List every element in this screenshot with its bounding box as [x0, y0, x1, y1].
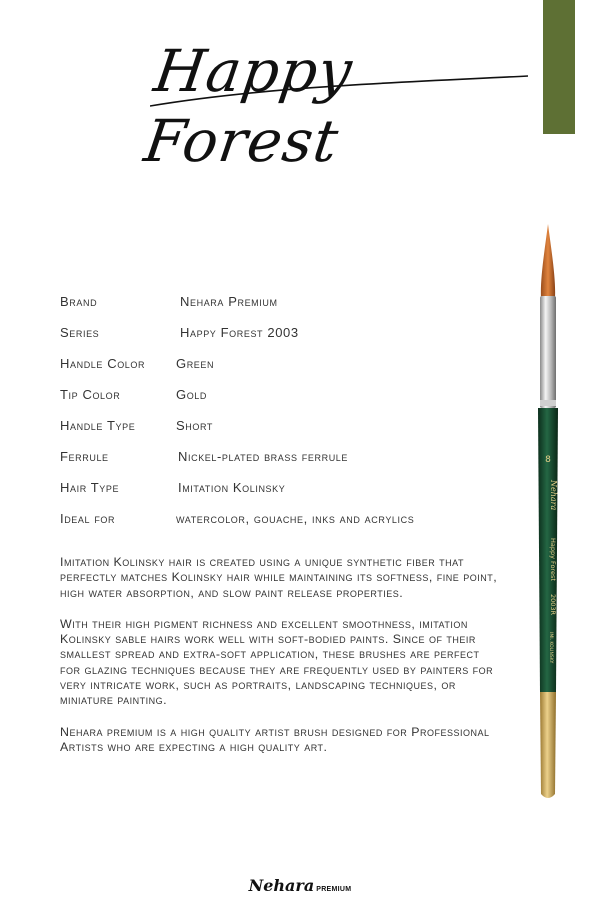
spec-row-handle-color: [60, 348, 500, 379]
spec-label: Tip Color: [60, 387, 121, 402]
brush-end-cap: [540, 692, 556, 798]
spec-label: Ferrule: [60, 449, 109, 464]
spec-label: Brand: [60, 294, 98, 309]
spec-row-ideal-for: [60, 503, 500, 534]
footer-logo-premium: PREMIUM: [316, 886, 352, 893]
spec-value: Imitation Kolinsky: [178, 480, 286, 495]
description-paragraph: With their high pigment richness and excellent smoothness, imitation Kolinsky sable hairs work well with soft-bodied paints. Since of their smallest spread and extra-soft application, these brushes are perfect for glazing techniques because they are frequently used by painters for very intricate work, such as portraits, landscaping techniques, or miniature painting.: [60, 616, 494, 708]
spec-value: Green: [176, 356, 215, 371]
spec-value: Happy Forest 2003: [180, 325, 299, 340]
spec-value: Gold: [176, 387, 208, 402]
spec-table: [60, 286, 500, 534]
footer-logo: [0, 876, 600, 895]
spec-row-handle-type: [60, 410, 500, 441]
brush-model-label: 2003R: [549, 594, 557, 616]
spec-value: Nehara Premium: [180, 294, 278, 309]
spec-label: Hair Type: [60, 480, 120, 495]
spec-value: watercolor, gouache, inks and acrylics: [176, 511, 415, 526]
spec-row-hair-type: [60, 472, 500, 503]
spec-row-ferrule: [60, 441, 500, 472]
spec-label: Series: [60, 325, 100, 340]
spec-row-brand: [60, 286, 500, 317]
brush-hair-label: IMI. KOLINSKY: [548, 632, 553, 664]
spec-label: Handle Color: [60, 356, 146, 371]
brush-hair: [541, 224, 555, 298]
page-title: Happy Forest: [140, 37, 357, 175]
brush-ferrule: [540, 296, 556, 408]
title-swash: [150, 74, 530, 114]
brush-series-label: Happy Forest: [549, 538, 557, 581]
spec-row-series: [60, 317, 500, 348]
spec-label: Handle Type: [60, 418, 136, 433]
brush-brand-label: Nehara: [549, 480, 558, 511]
brush-image: [520, 218, 576, 806]
description: [60, 555, 500, 771]
spec-label: Ideal for: [60, 511, 116, 526]
footer-logo-wordmark: Nehara: [248, 876, 315, 895]
description-paragraph: Imitation Kolinsky hair is created using a unique synthetic fiber that perfectly matches Kolinsky hair while maintaining its softness, fine point, high water absorption, and slow paint release properties.: [60, 555, 498, 600]
brush-size-label: 8: [545, 455, 551, 465]
spec-value: Nickel-plated brass ferrule: [178, 449, 349, 464]
spec-value: Short: [176, 418, 214, 433]
spec-row-tip-color: [60, 379, 500, 410]
description-paragraph: Nehara premium is a high quality artist brush designed for Professional Artists who are expecting a high quality art.: [60, 724, 490, 754]
